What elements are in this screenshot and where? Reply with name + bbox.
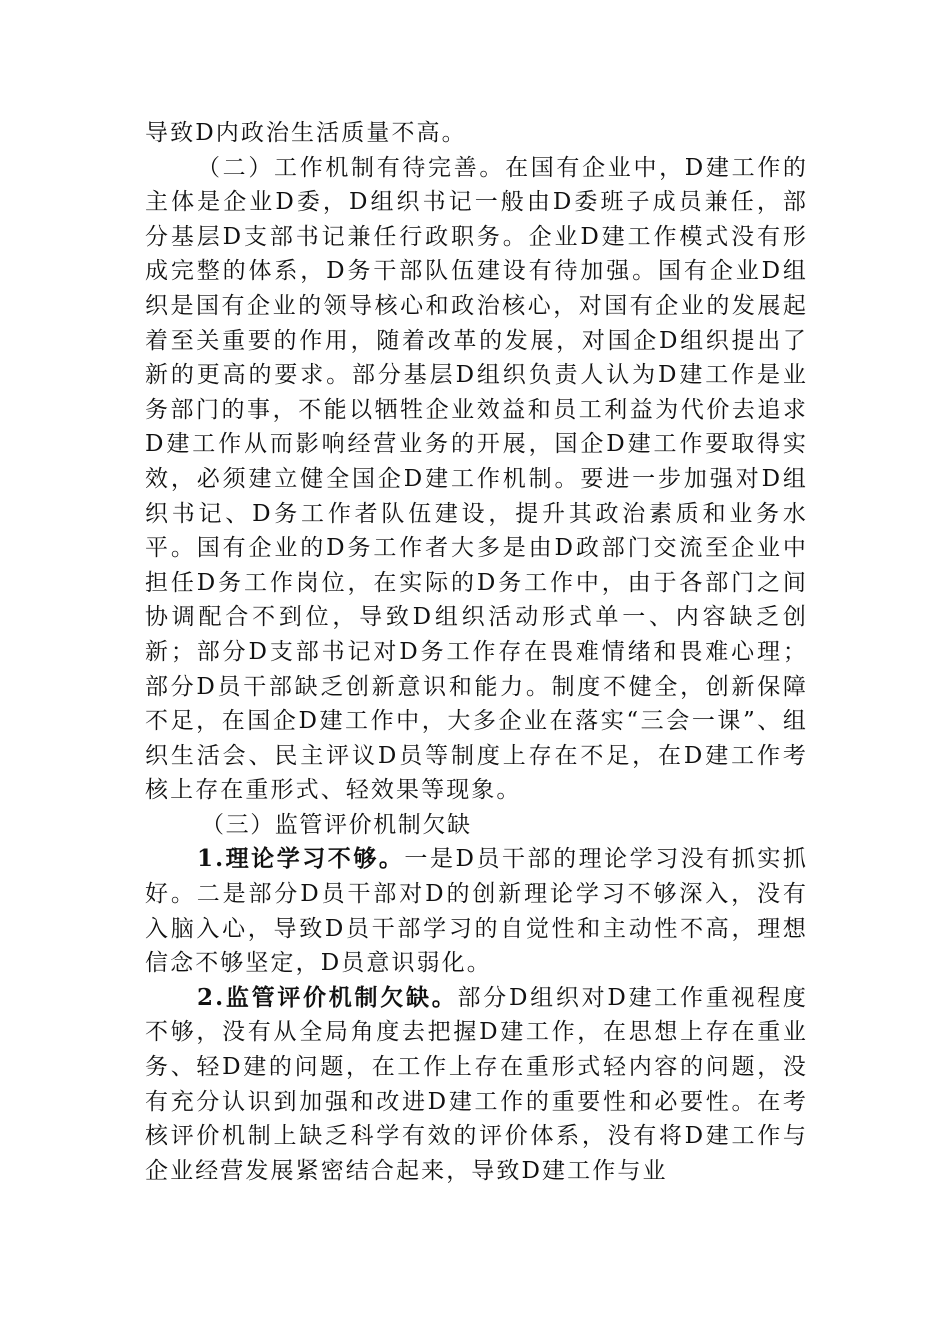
paragraph-text: 一是D员干部的理论学习没有抓实抓好。二是部分D员干部对D的创新理论学习不够深入，没有入脑入心，导致D员干部学习的自觉性和主动性不高，理想信念不够坚定，D员意识弱化。 [145, 846, 808, 977]
section-heading-three: （三）监管评价机制欠缺 [201, 811, 472, 838]
paragraph-text: 导致D内政治生活质量不高。 [145, 120, 467, 146]
section-heading-two: （二）工作机制有待完善。 [197, 154, 506, 181]
paragraph-continuation [145, 116, 808, 151]
paragraph-work-mechanism [145, 151, 808, 808]
paragraph-supervision [145, 981, 808, 1189]
subheading-theory-study: 1.理论学习不够。 [197, 845, 405, 873]
document-page [145, 116, 808, 1188]
subheading-supervision: 2.监管评价机制欠缺。 [197, 983, 458, 1011]
paragraph-theory-study [145, 842, 808, 980]
paragraph-text: 在国有企业中，D建工作的主体是企业D委，D组织书记一般由D委班子成员兼任，部分基层D支部书记兼任行政职务。企业D建工作模式没有形成完整的体系，D务干部队伍建设有待加强。国有企业D组织是国有企业的领导核心和政治核心，对国有企业的发展起着至关重要的作用，随着改革的发展，对国企D组织提出了新的更高的要求。部分基层D组织负责人认为D建工作是业务部门的事，不能以牺牲企业效益和员工利益为代价去追求D建工作从而影响经营业务的开展，国企D建工作要取得实效，必须建立健全国企D建工作机制。要进一步加强对D组织书记、D务工作者队伍建设，提升其政治素质和业务水平。国有企业的D务工作者大多是由D政部门交流至企业中担任D务工作岗位，在实际的D务工作中，由于各部门之间协调配合不到位，导致D组织活动形式单一、内容缺乏创新；部分D支部书记对D务工作存在畏难情绪和畏难心理；部分D员干部缺乏创新意识和能力。制度不健全，创新保障不足，在国企D建工作中，大多企业在落实“三会一课”、组织生活会、民主评议D员等制度上存在不足，在D建工作考核上存在重形式、轻效果等现象。 [145, 154, 809, 804]
paragraph-text: 部分D组织对D建工作重视程度不够，没有从全局角度去把握D建工作，在思想上存在重业务、轻D建的问题，在工作上存在重形式轻内容的问题，没有充分认识到加强和改进D建工作的重要性和必要性。在考核评价机制上缺乏科学有效的评价体系，没有将D建工作与企业经营发展紧密结合起来，导致D建工作与业 [145, 984, 808, 1184]
